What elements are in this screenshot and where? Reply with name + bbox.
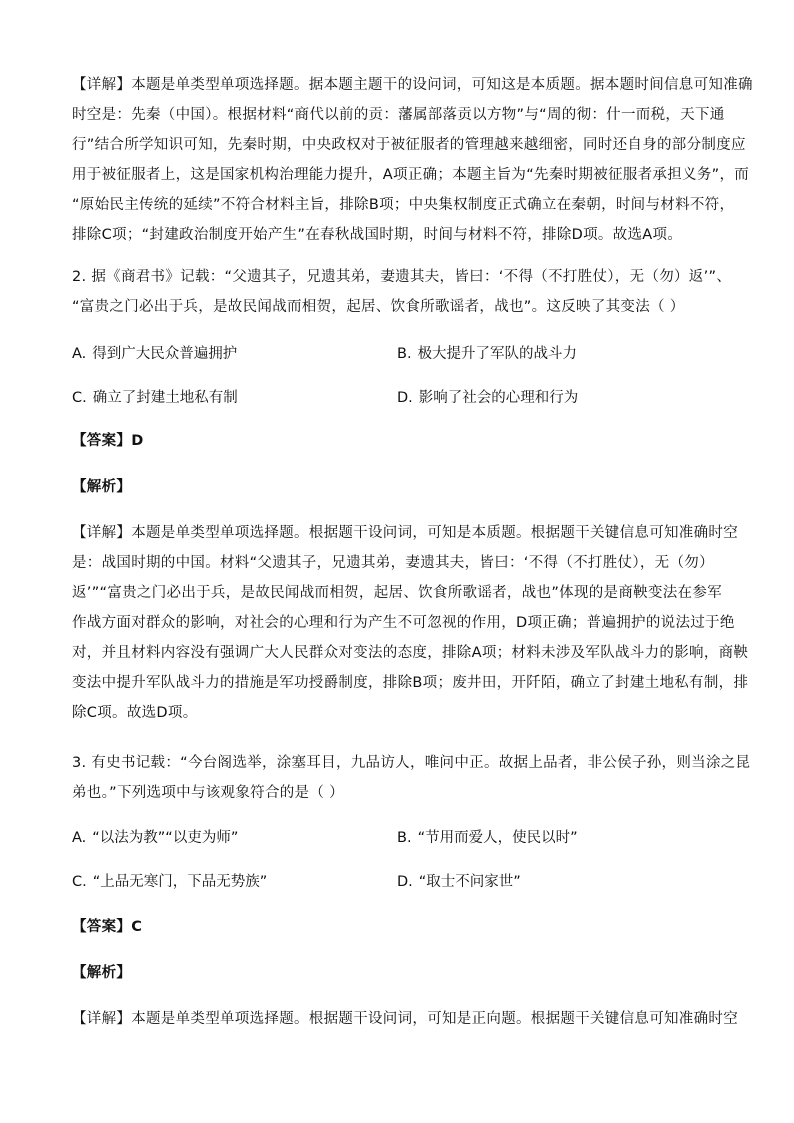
analysis-label: 【解析】 [72,479,132,495]
option-letter: B. [397,830,412,846]
text-line: 3. 有史书记载：“今台阁选举，涂塞耳目，九品访人，唯问中正。故据上品者，非公侯子孙，则当涂之昆 [72,755,751,771]
q3-answer [72,912,724,942]
text-line: 用于被征服者上，这是国家机构治理能力提升，A项正确；本题主旨为“先秦时期被征服者承担义务”，而 [72,167,750,183]
option-text: “取士不问家世” [418,874,521,890]
option-text: 影响了社会的心理和行为 [418,390,579,406]
option-letter: A. [72,346,87,362]
option-letter: C. [72,390,87,406]
text-line: 对，并且材料内容没有强调广大人民群众对变法的态度，排除A项；材料未涉及军队战斗力的影响，商鞅 [72,645,749,661]
q3-option-b [397,826,578,847]
text-line: 【详解】本题是单类型单项选择题。据本题主题干的设问词，可知这是本质题。据本题时间信息可知准确 [72,77,753,93]
text-line: 2. 据《商君书》记载：“父遗其子，兄遗其弟，妻遗其夫，皆曰：‘不得（不打胜仗），无（勿）返’”、 [72,269,732,285]
q2-answer [72,426,724,456]
text-line: “富贵之门必出于兵，是故民闻战而相贺，起居、饮食所歌谣者，战也”。这反映了其变法（ ） [72,299,685,315]
option-text: 得到广大民众普遍拥护 [92,346,238,362]
text-line: 变法中提升军队战斗力的措施是军功授爵制度，排除B项；废井田，开阡陌，确立了封建土地私有制，排 [72,675,749,691]
q2-option-c [72,386,238,407]
text-line: 返’”“富贵之门必出于兵，是故民闻战而相贺，起居、饮食所歌谣者，战也”体现的是商鞅变法在参军 [72,585,722,601]
text-line: 弟也。”下列选项中与该观象符合的是（ ） [72,785,344,801]
q2-analysis [72,472,724,502]
option-letter: D. [397,390,413,406]
option-text: 极大提升了军队的战斗力 [417,346,578,362]
text-line: 作战方面对群众的影响，对社会的心理和行为产生不可忽视的作用，D项正确；普遍拥护的说法过于绝 [72,615,735,631]
option-text: “上品无寒门，下品无势族” [92,874,268,890]
q3-option-c [72,870,267,891]
analysis-label: 【解析】 [72,965,132,981]
text-line: “原始民主传统的延续”不符合材料主旨，排除B项；中央集权制度正式确立在秦朝，时间与材料不符， [72,197,735,213]
q3-detail [72,1004,738,1034]
text-line: 【详解】本题是单类型单项选择题。根据题干设问词，可知是正向题。根据题干关键信息可知准确时空 [72,1011,738,1027]
option-text: 确立了封建土地私有制 [92,390,238,406]
option-letter: A. [72,830,87,846]
text-line: 行”结合所学知识可知，先秦时期，中央政权对于被征服者的管理越来越细密，同时还自身的部分制度应 [72,137,746,153]
q2-stem [72,262,732,322]
answer-label: 【答案】D [72,433,144,449]
q2-detail [72,518,749,728]
text-line: 除C项。故选D项。 [72,705,198,721]
q2-option-a [72,342,237,363]
text-line: 是：战国时期的中国。材料“父遗其子，兄遗其弟，妻遗其夫，皆曰：‘不得（不打胜仗），无（勿） [72,555,714,571]
text-line: 时空是：先秦（中国）。根据材料“商代以前的贡：藩属部落贡以方物”与“周的彻：什一而税，天下通 [72,107,725,123]
q3-stem [72,748,751,808]
q3-option-d [397,870,521,891]
text-line: 排除C项；“封建政治制度开始产生”在春秋战国时期，时间与材料不符，排除D项。故选A项。 [72,227,683,243]
option-letter: C. [72,874,87,890]
q3-analysis [72,958,724,988]
answer-label: 【答案】C [72,919,143,935]
q1-detail [72,70,753,250]
option-letter: B. [397,346,412,362]
text-line: 【详解】本题是单类型单项选择题。根据题干设问词，可知是本质题。根据题干关键信息可知准确时空 [72,525,738,541]
option-letter: D. [397,874,413,890]
q2-option-b [397,342,577,363]
option-text: “节用而爱人，使民以时” [417,830,578,846]
q3-option-a [72,826,238,847]
q2-option-d [397,386,578,407]
option-text: “以法为教”“以吏为师” [92,830,239,846]
